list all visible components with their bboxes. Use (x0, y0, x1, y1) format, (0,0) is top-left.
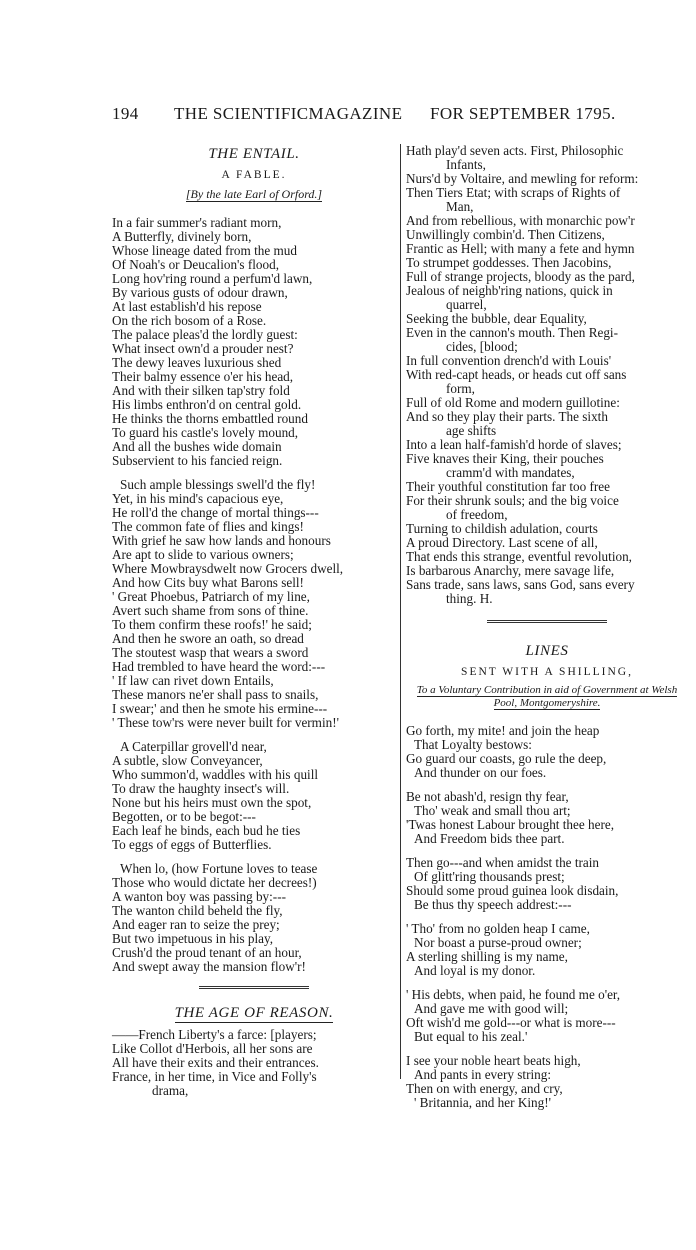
poem-line: Into a lean half-famish'd horde of slaves; (406, 437, 622, 452)
poem-line: The stoutest wasp that wears a sword (112, 645, 309, 660)
poem-line: Should some proud guinea look disdain, (406, 883, 619, 898)
poem-line: The dewy leaves luxurious shed (112, 355, 282, 370)
poem-line: And loyal is my donor. (414, 963, 536, 978)
poem-line: Infants, (446, 157, 486, 172)
poem-line: Each leaf he binds, each bud he ties (112, 823, 301, 838)
poem-line: Seeking the bubble, dear Equality, (406, 311, 587, 326)
poem-line: Crush'd the proud tenant of an hour, (112, 945, 302, 960)
poem-line: age shifts (446, 423, 497, 438)
poem-line: Then Tiers Etat; with scraps of Rights of (406, 185, 621, 200)
poem-line: Whose lineage dated from the mud (112, 243, 297, 258)
poem-line: Unwillingly combin'd. Then Citizens, (406, 227, 605, 242)
poem-body-lines (406, 724, 688, 1110)
poem-line: Are apt to slide to various owners; (112, 547, 294, 562)
poem-line: He thinks the thorns embattled round (112, 411, 308, 426)
poem-body-age-of-reason-continued (406, 144, 688, 606)
poem-line: ' These tow'rs were never built for vermin!' (112, 715, 339, 730)
poem-line: Of glitt'ring thousands prest; (414, 869, 565, 884)
poem-line: Be thus thy speech addrest:--- (414, 897, 572, 912)
poem-line: The palace pleas'd the lordly guest: (112, 327, 298, 342)
poem-line: And from rebellious, with monarchic pow'r (406, 213, 635, 228)
right-column (406, 144, 688, 1110)
poem-line: Tho' weak and small thou art; (414, 803, 571, 818)
poem-line: Then on with energy, and cry, (406, 1081, 563, 1096)
poem-line: The wanton child beheld the fly, (112, 903, 283, 918)
poem-line: The common fate of flies and kings! (112, 519, 304, 534)
poem-line: But two impetuous in his play, (112, 931, 274, 946)
poem-line: When lo, (how Fortune loves to tease (120, 861, 318, 876)
poem-line: And with their silken tap'stry fold (112, 383, 290, 398)
poem-line: Where Mowbraysdwelt now Grocers dwell, (112, 561, 344, 576)
poem-line: But equal to his zeal.' (414, 1029, 528, 1044)
poem-line: And gave me with good will; (414, 1001, 569, 1016)
poem-line: ' If law can rivet down Entails, (112, 673, 274, 688)
poem-line: Turning to childish adulation, courts (406, 521, 598, 536)
poem-body-age-of-reason (112, 1028, 396, 1098)
poem-line: Yet, in his mind's capacious eye, (112, 491, 284, 506)
poem-line: drama, (152, 1083, 189, 1098)
poem-line: By various gusts of odour drawn, (112, 285, 288, 300)
poem-line: cramm'd with mandates, (446, 465, 575, 480)
issue-date: FOR SEPTEMBER 1795. (430, 104, 616, 123)
poem-line: Of Noah's or Deucalion's flood, (112, 257, 279, 272)
poem-line: France, in her time, in Vice and Folly's (112, 1069, 317, 1084)
column-divider (400, 144, 401, 1079)
poem-line: At last establish'd his repose (112, 299, 262, 314)
poem-line: A proud Directory. Last scene of all, (406, 535, 598, 550)
poem-line: A subtle, slow Conveyancer, (112, 753, 263, 768)
poem-title-lines: LINES (525, 643, 569, 659)
section-rule (199, 986, 309, 991)
poem-line: And eager ran to seize the prey; (112, 917, 280, 932)
poem-line: To them confirm these roofs!' he said; (112, 617, 312, 632)
poem-line: Five knaves their King, their pouches (406, 451, 604, 466)
poem-line: Hath play'd seven acts. First, Philosophic (406, 143, 624, 158)
poem-line: And so they play their parts. The sixth (406, 409, 608, 424)
poem-line: These manors ne'er shall pass to snails, (112, 687, 319, 702)
poem-line: I swear;' and then he smote his ermine--- (112, 701, 328, 716)
poem-line: Is barbarous Anarchy, mere savage life, (406, 563, 615, 578)
poem-title-age-of-reason (112, 1005, 396, 1022)
magazine-title: THE SCIENTIFICMAGAZINE (174, 104, 403, 123)
poem-line: ——French Liberty's a farce: [players; (112, 1027, 317, 1042)
poem-line: And thunder on our foes. (414, 765, 547, 780)
poem-line: ' His debts, when paid, he found me o'er, (406, 987, 621, 1002)
poem-line: A wanton boy was passing by:--- (112, 889, 286, 904)
poem-line: Had trembled to have heard the word:--- (112, 659, 326, 674)
poem-line: In full convention drench'd with Louis' (406, 353, 612, 368)
poem-line: Avert such shame from sons of thine. (112, 603, 309, 618)
poem-line: All have their exits and their entrances. (112, 1055, 319, 1070)
poem-line: And then he swore an oath, so dread (112, 631, 304, 646)
poem-line: Full of strange projects, bloody as the pard, (406, 269, 635, 284)
poem-line: Go guard our coasts, go rule the deep, (406, 751, 607, 766)
running-header (112, 104, 682, 130)
poem-line: Their balmy essence o'er his head, (112, 369, 294, 384)
poem-line: With grief he saw how lands and honours (112, 533, 331, 548)
poem-line: form, (446, 381, 475, 396)
poem-line: To strumpet goddesses. Then Jacobins, (406, 255, 612, 270)
poem-line: That Loyalty bestows: (414, 737, 532, 752)
poem-line: Jealous of neighb'ring nations, quick in (406, 283, 613, 298)
poem-line: Full of old Rome and modern guillotine: (406, 395, 620, 410)
poem-line: Be not abash'd, resign thy fear, (406, 789, 569, 804)
poem-line: Man, (446, 199, 474, 214)
poem-line: What insect own'd a prouder nest? (112, 341, 294, 356)
poem-line: Sans trade, sans laws, sans God, sans every (406, 577, 635, 592)
poem-line: A Caterpillar grovell'd near, (120, 739, 267, 754)
poem-line: Their youthful constitution far too free (406, 479, 610, 494)
poem-line: For their shrunk souls; and the big voice (406, 493, 619, 508)
poem-line: Nor boast a purse-proud owner; (414, 935, 582, 950)
poem-line: of freedom, (446, 507, 508, 522)
poem-line: Long hov'ring round a perfum'd lawn, (112, 271, 313, 286)
poem-line: ' Tho' from no golden heap I came, (406, 921, 590, 936)
poem-title-entail: THE ENTAIL. (208, 146, 300, 162)
poem-line: quarrel, (446, 297, 487, 312)
poem-line: Oft wish'd me gold---or what is more--- (406, 1015, 616, 1030)
poem-line: In a fair summer's radiant morn, (112, 215, 282, 230)
poem-line: I see your noble heart beats high, (406, 1053, 581, 1068)
poem-line: Those who would dictate her decrees!) (112, 875, 317, 890)
poem-line: Begotten, or to be begot:--- (112, 809, 256, 824)
poem-dedication (410, 684, 684, 710)
poem-line: Nurs'd by Voltaire, and mewling for reform: (406, 171, 639, 186)
poem-subtitle-fable: A FABLE. (221, 169, 287, 181)
poem-line: That ends this strange, eventful revolution, (406, 549, 632, 564)
poem-line: ' Britannia, and her King!' (414, 1095, 551, 1110)
dedication-text: To a Voluntary Contribution in aid of Government at Welsh Pool, Montgomeryshire. (416, 684, 678, 709)
poem-line: A sterling shilling is my name, (406, 949, 568, 964)
poem-line: And all the bushes wide domain (112, 439, 282, 454)
poem-line: cides, [blood; (446, 339, 518, 354)
poem-line: Even in the cannon's mouth. Then Regi- (406, 325, 618, 340)
poem-line: Subservient to his fancied reign. (112, 453, 283, 468)
poem-line: Who summon'd, waddles with his quill (112, 767, 319, 782)
left-column (112, 144, 396, 1098)
poem-line: Frantic as Hell; with many a fete and hymn (406, 241, 635, 256)
section-rule-right (487, 620, 607, 625)
poem-line: Go forth, my mite! and join the heap (406, 723, 600, 738)
page-number: 194 (112, 104, 139, 123)
poem-line: His limbs enthron'd on central gold. (112, 397, 302, 412)
poem-body-entail (112, 216, 396, 974)
poem-line: Then go---and when amidst the train (406, 855, 599, 870)
byline-text: [By the late Earl of Orford.] (185, 187, 323, 201)
poem-line: To eggs of eggs of Butterflies. (112, 837, 272, 852)
poem-line: 'Twas honest Labour brought thee here, (406, 817, 614, 832)
poem-line: And pants in every string: (414, 1067, 551, 1082)
poem-line: Like Collot d'Herbois, all her sons are (112, 1041, 313, 1056)
poem-line: And swept away the mansion flow'r! (112, 959, 306, 974)
poem-line: And how Cits buy what Barons sell! (112, 575, 304, 590)
poem-byline (112, 187, 396, 202)
poem-line: None but his heirs must own the spot, (112, 795, 312, 810)
poem-line: To guard his castle's lovely mound, (112, 425, 299, 440)
poem-line: ' Great Phoebus, Patriarch of my line, (112, 589, 310, 604)
poem-line: With red-capt heads, or heads cut off sans (406, 367, 627, 382)
poem-line: thing. H. (446, 591, 493, 606)
poem-line: And Freedom bids thee part. (414, 831, 565, 846)
poem-line: A Butterfly, divinely born, (112, 229, 252, 244)
poem-line: Such ample blessings swell'd the fly! (120, 477, 316, 492)
poem-subtitle-shilling: SENT WITH A SHILLING, (461, 666, 633, 678)
age-of-reason-title-text: THE AGE OF REASON. (174, 1005, 334, 1021)
poem-line: He roll'd the change of mortal things--- (112, 505, 319, 520)
poem-line: On the rich bosom of a Rose. (112, 313, 267, 328)
poem-line: To draw the haughty insect's will. (112, 781, 290, 796)
